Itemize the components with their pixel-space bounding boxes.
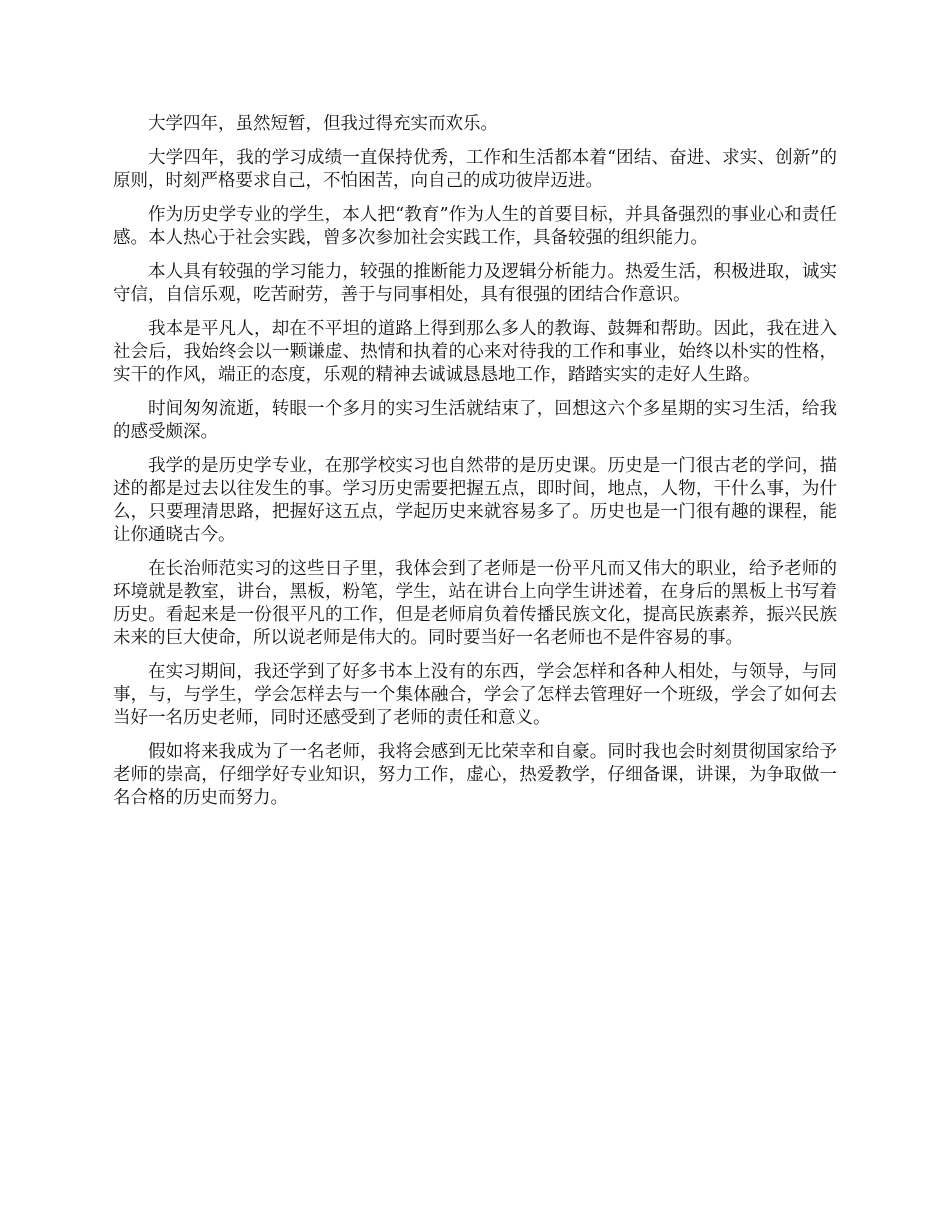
document-body [113, 113, 837, 821]
paragraph-2: 大学四年，我的学习成绩一直保持优秀，工作和生活都本着“团结、奋进、求实、创新”的原则，时刻严格要求自己，不怕困苦，向自己的成功彼岸迈进。 [113, 148, 837, 191]
paragraph-3: 作为历史学专业的学生，本人把“教育”作为人生的首要目标，并具备强烈的事业心和责任感。本人热心于社会实践，曾多次参加社会实践工作，具备较强的组织能力。 [113, 205, 837, 248]
paragraph-4: 本人具有较强的学习能力，较强的推断能力及逻辑分析能力。热爱生活，积极进取，诚实守信，自信乐观，吃苦耐劳，善于与同事相处，具有很强的团结合作意识。 [113, 262, 837, 305]
paragraph-7: 我学的是历史学专业，在那学校实习也自然带的是历史课。历史是一门很古老的学问，描述的都是过去以往发生的事。学习历史需要把握五点，即时间，地点，人物，干什么事，为什么，只要理清思路，把握好这五点，学起历史来就容易多了。历史也是一门很有趣的课程，能让你通晓古今。 [113, 456, 837, 545]
paragraph-8: 在长治师范实习的这些日子里，我体会到了老师是一份平凡而又伟大的职业，给予老师的环境就是教室，讲台，黑板，粉笔，学生，站在讲台上向学生讲述着，在身后的黑板上书写着历史。看起来是一份很平凡的工作，但是老师肩负着传播民族文化，提高民族素养，振兴民族未来的巨大使命，所以说老师是伟大的。同时要当好一名老师也不是件容易的事。 [113, 559, 837, 648]
paragraph-5: 我本是平凡人，却在不平坦的道路上得到那么多人的教诲、鼓舞和帮助。因此，我在进入社会后，我始终会以一颗谦虚、热情和执着的心来对待我的工作和事业，始终以朴实的性格，实干的作风，端正的态度，乐观的精神去诚诚恳恳地工作，踏踏实实的走好人生路。 [113, 319, 837, 385]
paragraph-9: 在实习期间，我还学到了好多书本上没有的东西，学会怎样和各种人相处，与领导，与同事，与，与学生，学会怎样去与一个集体融合，学会了怎样去管理好一个班级，学会了如何去当好一名历史老师，同时还感受到了老师的责任和意义。 [113, 662, 837, 728]
paragraph-1: 大学四年，虽然短暂，但我过得充实而欢乐。 [148, 114, 498, 134]
paragraph-10: 假如将来我成为了一名老师，我将会感到无比荣幸和自豪。同时我也会时刻贯彻国家给予老师的崇高，仔细学好专业知识，努力工作，虚心，热爱教学，仔细备课，讲课，为争取做一名合格的历史而努力。 [113, 742, 837, 808]
paragraph-6: 时间匆匆流逝，转眼一个多月的实习生活就结束了，回想这六个多星期的实习生活，给我的感受颇深。 [113, 399, 837, 442]
